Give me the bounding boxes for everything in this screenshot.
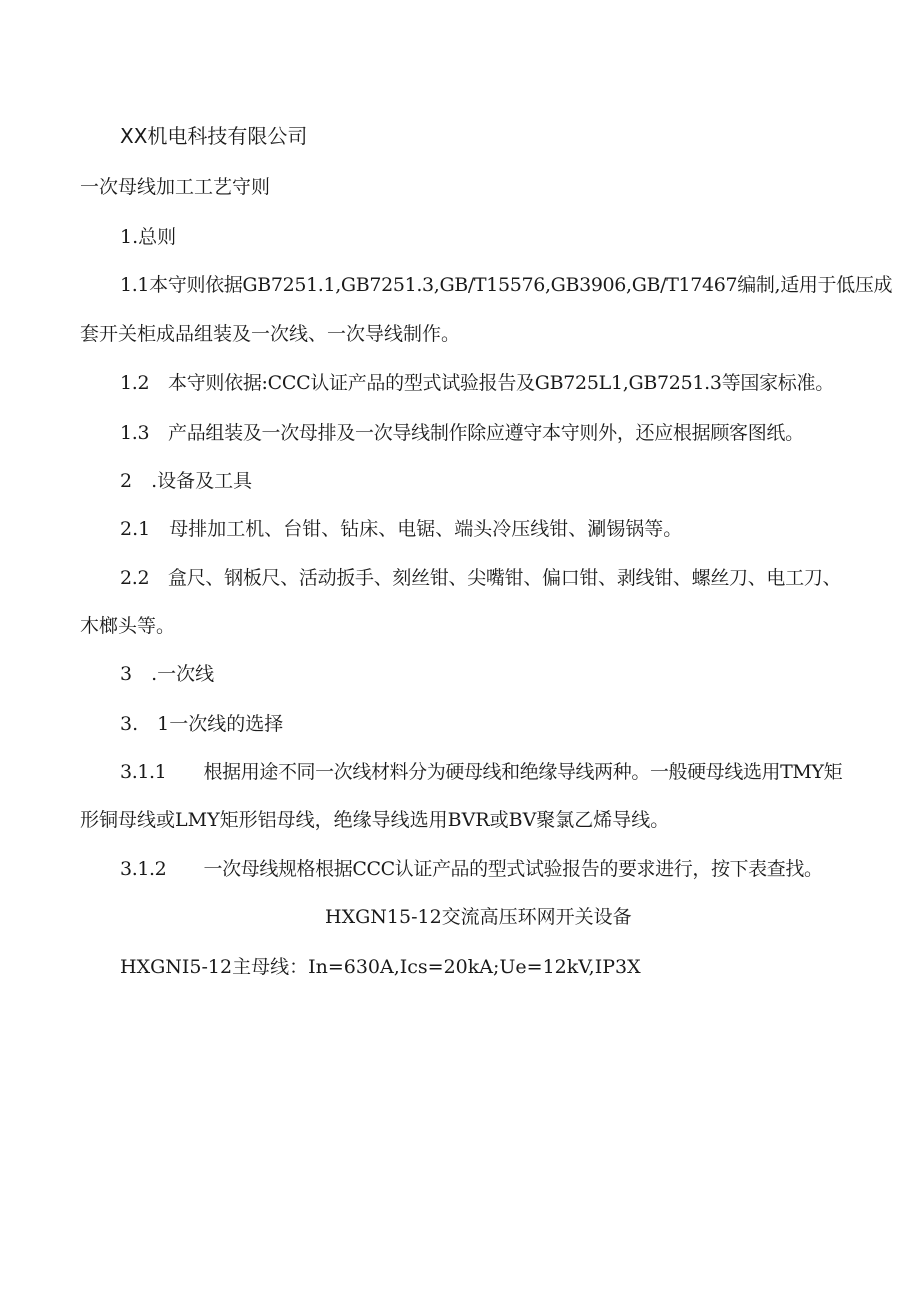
clause-2-1: 2.1 母排加工机、台钳、钻床、电锯、端头冷压线钳、涮锡锅等。 bbox=[120, 518, 683, 540]
document-title: 一次母线加工工艺守则 bbox=[80, 176, 271, 198]
subsection-3-1-heading: 3. 1一次线的选择 bbox=[120, 713, 284, 735]
equipment-title: HXGN15-12交流高压环网开关设备 bbox=[325, 906, 632, 928]
section-1-heading: 1.总则 bbox=[120, 226, 177, 248]
section-2-heading: 2 .设备及工具 bbox=[120, 470, 253, 492]
clause-1-3: 1.3 产品组装及一次母排及一次导线制作除应遵守本守则外，还应根据顾客图纸。 bbox=[120, 422, 804, 444]
clause-2-2-line-2: 木榔头等。 bbox=[80, 615, 176, 637]
clause-3-1-1-line-1: 3.1.1 根据用途不同一次线材料分为硬母线和绝缘导线两种。一般硬母线选用TMY矩 bbox=[120, 761, 843, 783]
clause-1-2: 1.2 本守则依据:CCC认证产品的型式试验报告及GB725L1,GB7251.3等国家标准。 bbox=[120, 372, 834, 394]
clause-2-2-line-1: 2.2 盒尺、钢板尺、活动扳手、刻丝钳、尖嘴钳、偏口钳、剥线钳、螺丝刀、电工刀、 bbox=[120, 567, 842, 589]
clause-1-1-line-1: 1.1本守则依据GB7251.1,GB7251.3,GB/T15576,GB3906,GB/T17467编制,适用于低压成 bbox=[120, 274, 893, 296]
section-3-heading: 3 .一次线 bbox=[120, 663, 215, 685]
main-bus-spec: HXGNI5-12主母线：In=630A,Ics=20kA;Ue=12kV,IP3X bbox=[120, 956, 641, 978]
clause-1-1-line-2: 套开关柜成品组装及一次线、一次导线制作。 bbox=[80, 323, 461, 345]
clause-3-1-2: 3.1.2 一次母线规格根据CCC认证产品的型式试验报告的要求进行，按下表查找。 bbox=[120, 858, 823, 880]
company-name: XX机电科技有限公司 bbox=[120, 124, 308, 148]
clause-3-1-1-line-2: 形铜母线或LMY矩形铝母线，绝缘导线选用BVR或BV聚氯乙烯导线。 bbox=[80, 809, 670, 831]
